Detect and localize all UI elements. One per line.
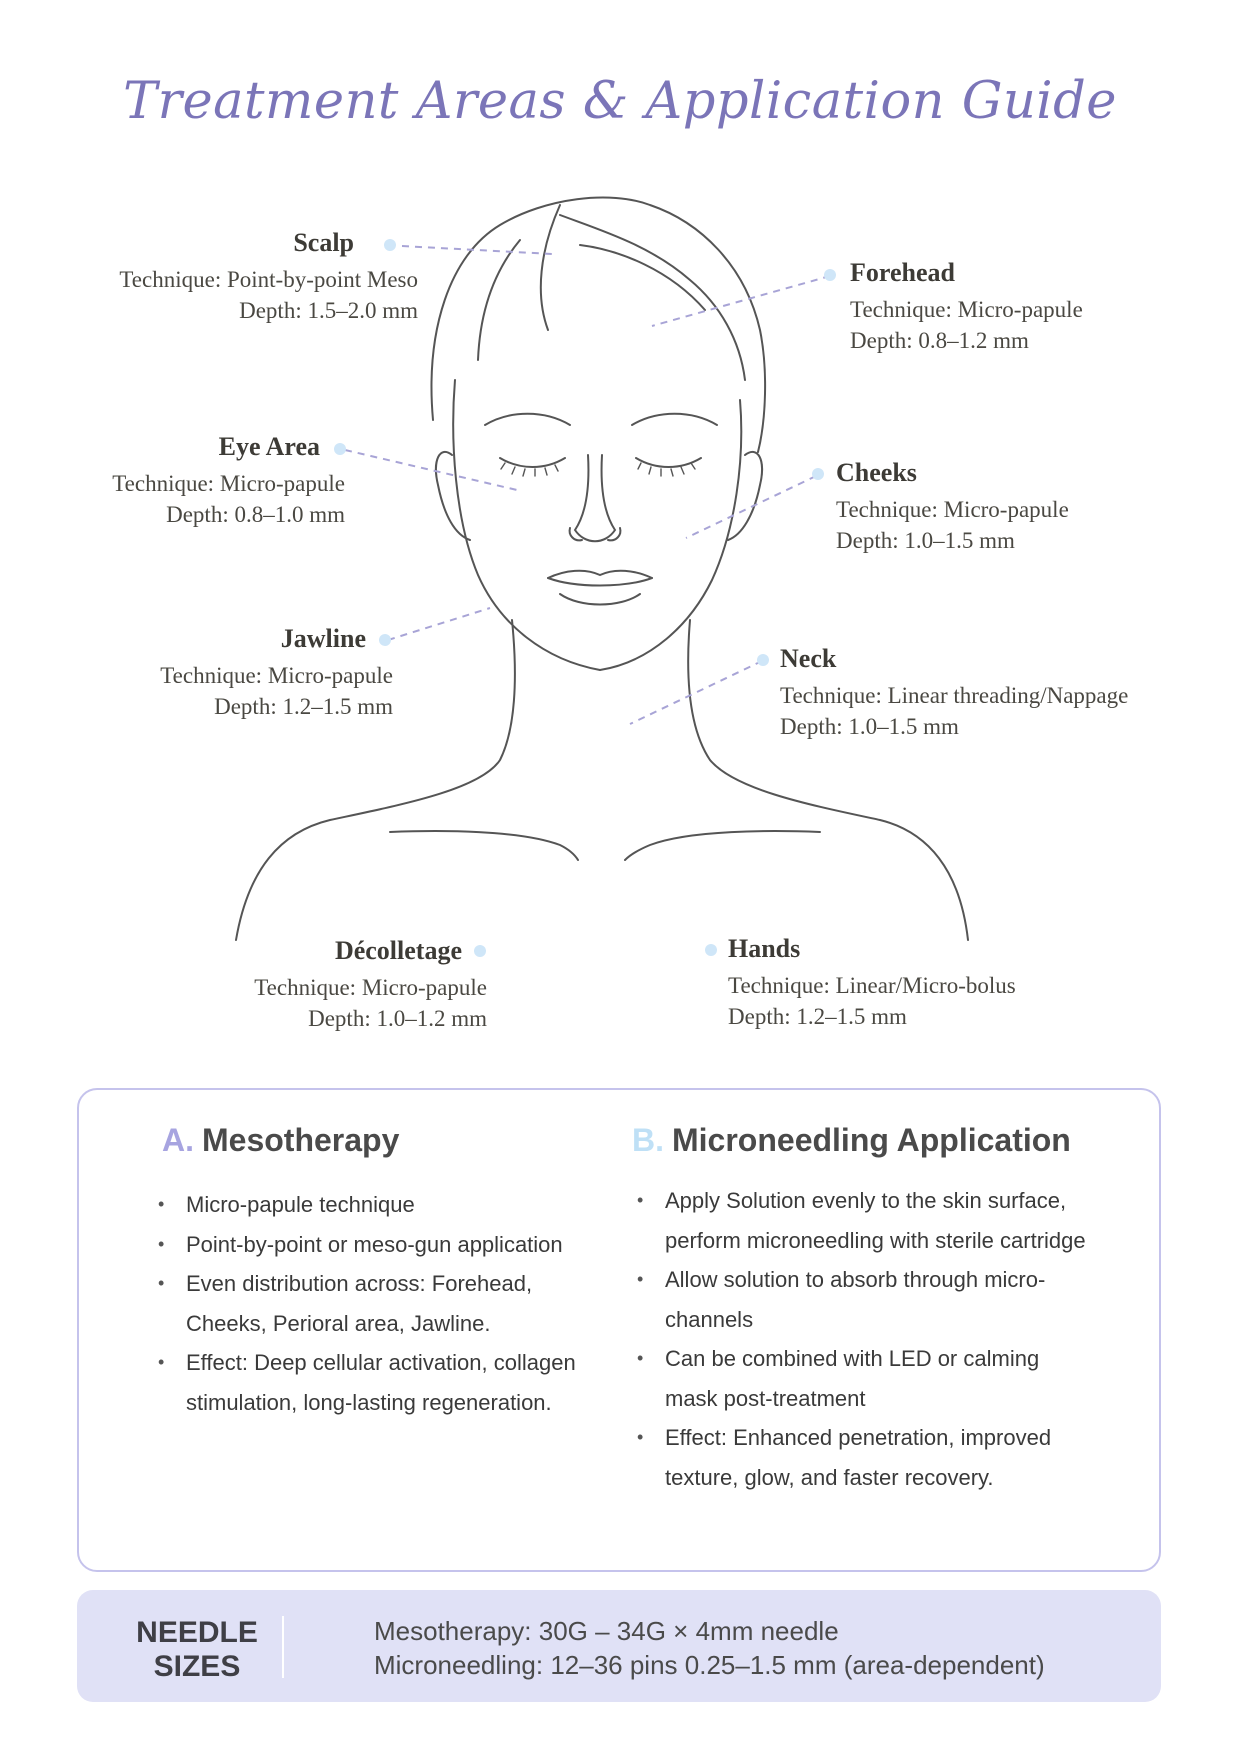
ear-left: [436, 452, 470, 540]
dot-eye-area: [334, 443, 346, 455]
leader-forehead: [652, 276, 830, 326]
area-technique: Technique: Linear/Micro-bolus: [728, 973, 1016, 998]
area-depth: Depth: 1.2–1.5 mm: [214, 694, 393, 719]
list-item: • Point-by-point or meso-gun application: [158, 1225, 598, 1265]
area-name: Jawline: [280, 624, 366, 653]
leader-jawline: [388, 608, 490, 640]
list-item: • Allow solution to absorb through micro-channels: [637, 1260, 1097, 1339]
needle-sizes-band: [77, 1590, 1161, 1702]
mesotherapy-needle: Mesotherapy: 30G – 34G × 4mm needle: [374, 1616, 839, 1646]
list-item: • Can be combined with LED or calming mask post-treatment: [637, 1339, 1097, 1418]
microneedling-needle: Microneedling: 12–36 pins 0.25–1.5 mm (area-dependent): [374, 1650, 1045, 1680]
area-technique: Technique: Micro-papule: [112, 471, 345, 496]
dot-neck: [757, 654, 769, 666]
dot-decolletage: [474, 945, 486, 957]
area-scalp: [40, 228, 418, 326]
area-name: Neck: [780, 644, 837, 673]
dot-hands: [705, 944, 717, 956]
page-title: Treatment Areas & Application Guide: [123, 72, 1117, 131]
leader-eye-area: [345, 450, 517, 490]
brow-left: [485, 414, 570, 425]
area-technique: Technique: Point-by-point Meso: [119, 267, 418, 292]
area-forehead: [850, 258, 1190, 356]
dot-cheeks: [812, 468, 824, 480]
heading-text: Microneedling Application: [672, 1122, 1071, 1158]
area-technique: Technique: Micro-papule: [254, 975, 487, 1000]
hair-line-1: [541, 205, 560, 330]
area-depth: Depth: 1.2–1.5 mm: [728, 1004, 907, 1029]
heading-letter: A.: [162, 1122, 194, 1158]
area-name: Scalp: [293, 228, 354, 257]
dot-jawline: [379, 634, 391, 646]
area-name: Décolletage: [334, 936, 462, 965]
leader-cheeks: [686, 476, 816, 538]
area-depth: Depth: 1.0–1.5 mm: [780, 714, 959, 739]
area-name: Hands: [728, 934, 801, 963]
area-technique: Technique: Linear threading/Nappage: [780, 683, 1129, 708]
area-decolletage: [122, 936, 487, 1034]
area-depth: Depth: 1.0–1.5 mm: [836, 528, 1015, 553]
area-jawline: [26, 624, 393, 722]
area-depth: Depth: 1.0–1.2 mm: [308, 1006, 487, 1031]
needle-sizes-values: [374, 1614, 1045, 1682]
area-technique: Technique: Micro-papule: [836, 497, 1069, 522]
mesotherapy-heading: [162, 1122, 399, 1159]
dot-scalp: [384, 239, 396, 251]
hair-line-2: [560, 215, 745, 380]
lips-top: [548, 571, 652, 578]
needle-sizes-label: NEEDLE SIZES: [136, 1616, 258, 1683]
list-item: • Micro-papule technique: [158, 1185, 598, 1225]
area-name: Forehead: [850, 258, 955, 287]
area-name: Cheeks: [836, 458, 917, 487]
list-item: • Effect: Deep cellular activation, collagen stimulation, long-lasting regeneration.: [158, 1343, 598, 1422]
nose: [575, 455, 615, 541]
face-right: [600, 400, 741, 670]
area-technique: Technique: Micro-papule: [160, 663, 393, 688]
heading-text: Mesotherapy: [202, 1122, 400, 1158]
divider: [282, 1616, 284, 1678]
clavicle-left: [390, 831, 578, 860]
area-technique: Technique: Micro-papule: [850, 297, 1083, 322]
ear-right: [728, 452, 762, 540]
list-item: • Even distribution across: Forehead, Cheeks, Perioral area, Jawline.: [158, 1264, 598, 1343]
clavicle-right: [625, 831, 820, 860]
leader-scalp: [402, 246, 552, 254]
list-item: • Apply Solution evenly to the skin surface, perform microneedling with sterile cartridge: [637, 1181, 1097, 1260]
dot-forehead: [824, 269, 836, 281]
list-item: • Effect: Enhanced penetration, improved texture, glow, and faster recovery.: [637, 1418, 1097, 1497]
lips-bottom: [560, 594, 640, 605]
area-eye-area: [0, 432, 345, 530]
brow-right: [632, 414, 717, 425]
area-hands: [728, 934, 1068, 1032]
heading-letter: B.: [632, 1122, 664, 1158]
area-cheeks: [836, 458, 1176, 556]
lips-mid: [548, 578, 652, 586]
area-depth: Depth: 1.5–2.0 mm: [239, 298, 418, 323]
leader-neck: [630, 661, 762, 724]
mesotherapy-list: [158, 1185, 598, 1422]
microneedling-heading: [632, 1122, 1071, 1159]
methods-panel: [77, 1088, 1161, 1572]
hair-line-4: [478, 240, 520, 360]
area-depth: Depth: 0.8–1.2 mm: [850, 328, 1029, 353]
area-depth: Depth: 0.8–1.0 mm: [166, 502, 345, 527]
microneedling-list: [637, 1181, 1097, 1497]
area-neck: [780, 644, 1200, 742]
area-name: Eye Area: [218, 432, 320, 461]
